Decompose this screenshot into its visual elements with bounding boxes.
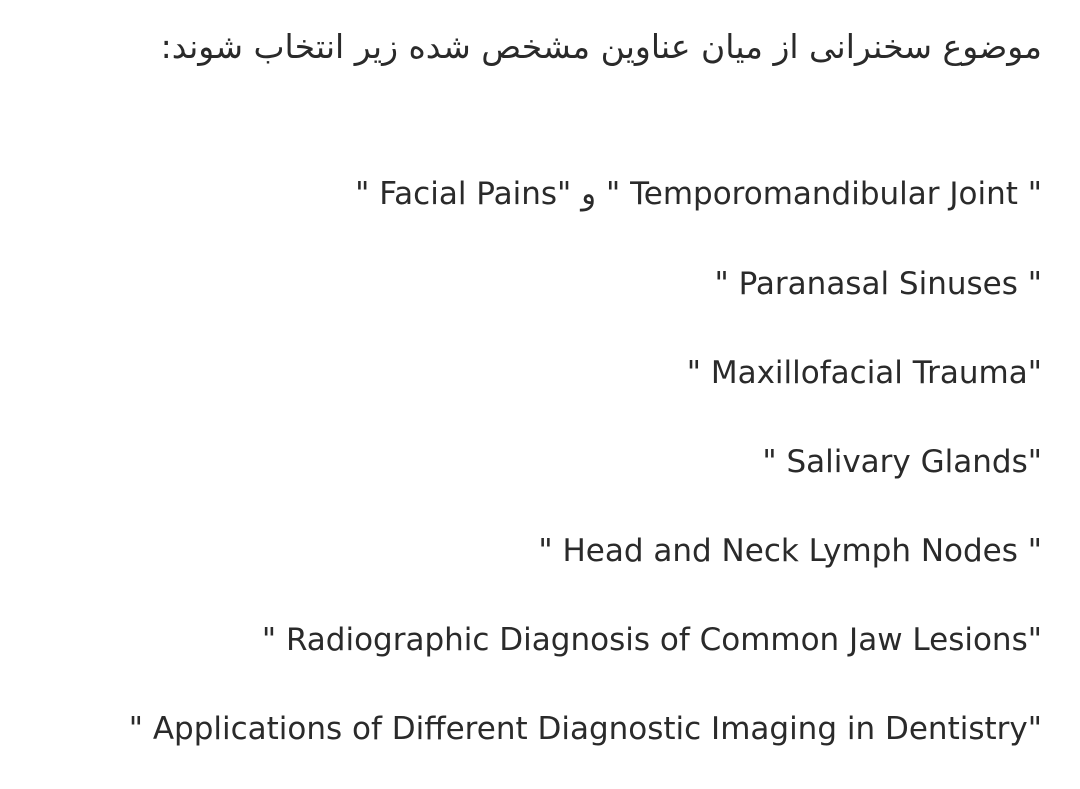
- topic-item-tmj-facial-pains: [355, 174, 1042, 214]
- topic-item-maxillofacial-trauma: " Maxillofacial Trauma": [686, 355, 1042, 391]
- topic-item-lymph-nodes: " Head and Neck Lymph Nodes ": [538, 533, 1042, 569]
- topic-item-jaw-lesions: " Radiographic Diagnosis of Common Jaw Lesions": [261, 622, 1042, 658]
- intro-paragraph: موضوع سخنرانی از میان عناوین مشخص شده زیر انتخاب شوند:: [160, 27, 1042, 66]
- topic-item-salivary-glands: " Salivary Glands": [762, 444, 1042, 480]
- topic-tmj: " Temporomandibular Joint ": [605, 176, 1042, 212]
- topic-item-paranasal-sinuses: " Paranasal Sinuses ": [714, 266, 1042, 302]
- topic-item-diagnostic-imaging: " Applications of Different Diagnostic Imaging in Dentistry": [128, 711, 1042, 747]
- topic-facial-pains: " Facial Pains": [355, 176, 572, 212]
- topic-conjunction: و: [581, 176, 597, 212]
